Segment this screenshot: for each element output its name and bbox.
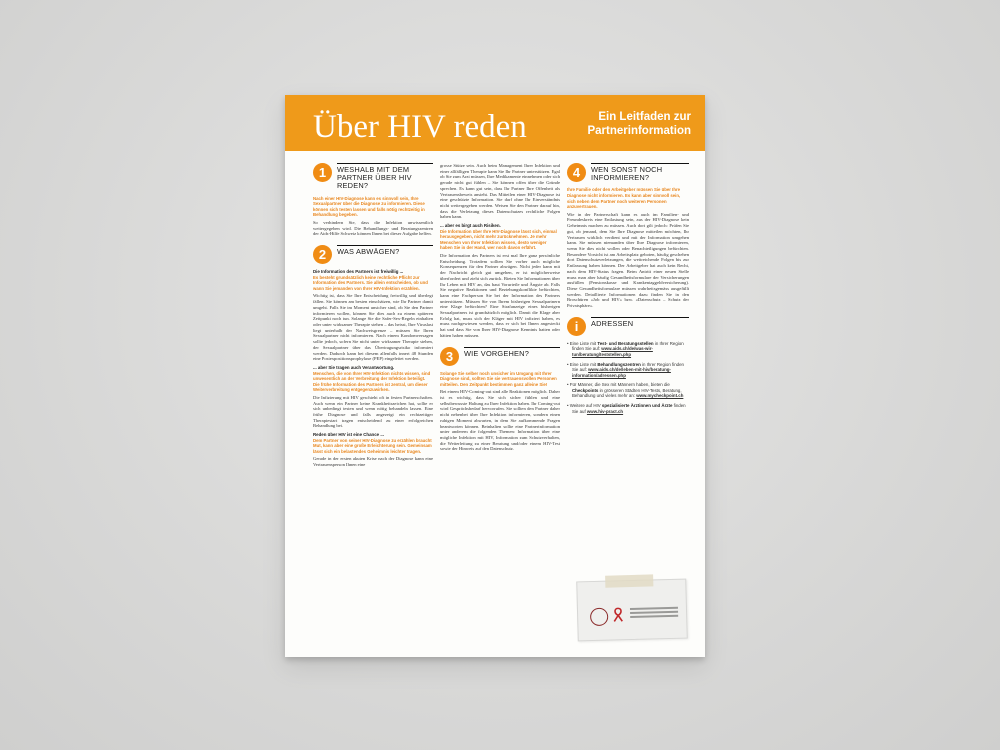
- logo-text-lines: [630, 607, 678, 620]
- body-text: Bei einem HIV-Coming-out sind alle Reaktionen möglich. Daher ist es wichtig, dass Sie sich sicher fühlen und eine selbstbewusste Haltung zu Ihrer Infektion haben. Ihr Coming-out wird Gesprächsbedarf hervorrufen. Sie sollten den Partner daher nicht nebenbei über Ihre Infektion informieren, sondern einen ruhigen Moment abwarten, in dem Sie aufkommende Fragen beantworten können. Beinhalten sollte eine Partnerinformation unter anderem die folgenden Themen: Information über eine mögliche Infektion mit HIV, Information zum Schutzverhalten, die Weiterleitung zu einer Beratung und/oder einem HIV-Test sowie der Hinweis auf den Datenschutz.: [440, 389, 560, 452]
- address-link[interactable]: www.aids.ch/de/was-wir-tun/beratung/teststellen.php: [572, 346, 653, 357]
- addresses-heading: ADRESSEN: [591, 317, 689, 328]
- orange-lead: Die Information über Ihre HIV-Diagnose lässt sich, einmal herausgegeben, nicht mehr zurücknehmen. Je mehr Menschen von Ihrer Infektion wissen, desto weniger haben Sie in der Hand, wer noch davon erfährt.: [440, 228, 557, 251]
- body-text: Wie in der Partnerschaft kann es auch im Familien- und Freundeskreis eine Entlastung sein, aus der HIV-Diagnose kein Geheimnis machen zu müssen. Auch dort gilt jedoch: Prüfen Sie gut, ob jemand, dem Sie Ihre Diagnose mitteilen möchten, Ihr Vertrauen wirklich verdient und mit der Information umgehen kann. Sie müssen niemanden über Ihre Diagnose informieren, wenn Sie dies nicht wollen oder Benachteiligungen befürchten. Besondere Vorsicht ist am Arbeitsplatz geboten, häufig geschehen dort Datenschutzverletzungen, die weitreichende Folgen bis zur Entlassung haben können. Der Arbeitgeber hat auch kein Recht, nach dem HIV-Status fragen. Beim Antritt einer neuen Stelle muss man aber häufig Gesundheitsformulare der Versicherungen ausfüllen (Pensionskasse und Krankentaggeldversicherung). Diese Gesundheitsformulare müssen wahrheitsgemäss ausgefüllt werden. Detaillierte Informationen dazu finden Sie in den Broschüren «Job und HIV» bzw. «Datenschutz – Schutz der Privatsphäre».: [567, 211, 689, 309]
- column-2: [440, 163, 560, 455]
- section-number-1: 1: [313, 163, 332, 182]
- section-3-heading: WIE VORGEHEN?: [464, 347, 560, 358]
- subheading: Die Information des Partners ist freiwillig ...: [313, 269, 404, 275]
- tape-strip: [605, 574, 653, 587]
- section-1-header: [313, 163, 433, 191]
- subheading: Reden über HIV ist eine Chance ...: [313, 432, 385, 438]
- seal-icon: [590, 608, 608, 626]
- section-3-header: [440, 347, 560, 366]
- taped-note: [576, 579, 688, 642]
- address-link[interactable]: www.hiv-pract.ch: [586, 408, 624, 414]
- section-1-lead: Nach einer HIV-Diagnose kann es sinnvoll sein, Ihre Sexualpartner über die Diagnose zu informieren. Diese können sich testen lassen und falls nötig rechtzeitig in Behandlung begeben.: [313, 195, 425, 218]
- orange-lead: Dem Partner von seiner HIV-Diagnose zu erzählen braucht Mut, kann aber eine große Erleichterung sein. Gemeinsam lässt sich ein belastendes Geheimnis leichter tragen.: [313, 437, 432, 454]
- body-text: Wichtig ist, dass Sie Ihre Entscheidung freiwillig und überlegt fällen. Sie können am besten einschätzen, wie Ihr Partner damit umgeht. Falls Sie im Moment unsicher sind, ob Sie den Partner informieren wollen, können Sie dies auch zu einem späteren Zeitpunkt noch tun. Solange Sie die Safer-Sex-Regeln einhalten oder unter wirksamer Therapie stehen – das heisst, Ihre Viruslast liegt unterhalb der Nachweisgrenze – müssen Sie Ihren Sexualpartner nicht informieren. Nach einem Kondomversagen sollte jedoch, sofern Sie nicht unter wirksamer Therapie stehen, der Sexualpartner über das Übertragungsrisiko informiert werden. Dadurch kann bei diesem allenfalls innert 48 Stunden eine Postexpositionsprophylaxe (PEP) eingeleitet werden.: [313, 293, 433, 362]
- address-item: • Weitere auf HIV spezialisierte Ärztinnen und Ärzte finden Sie auf www.hiv-pract.ch: [567, 403, 686, 414]
- body-text: Gerade in der ersten akuten Krise nach der Diagnose kann eine Vertrauensperson Ihnen eine: [313, 456, 433, 468]
- info-icon: i: [567, 317, 586, 336]
- address-item: • Eine Liste mit Behandlungszentren in Ihrer Region finden Sie auf: www.aids.ch/de/leben-mit-hiv/beratung-information/adressen.php: [567, 361, 684, 378]
- section-number-4: 4: [567, 163, 586, 182]
- orange-lead: Ihre Familie oder den Arbeitgeber müssen Sie über Ihre Diagnose nicht informieren. Es kann aber sinnvoll sein, sich neben dem Partner noch weiteren Personen anzuvertrauen.: [567, 187, 681, 210]
- leaflet-title: Über HIV reden: [313, 109, 527, 145]
- section-4-header: [567, 163, 689, 182]
- column-3: [567, 163, 689, 418]
- subheading: ... aber es birgt auch Risiken.: [440, 223, 501, 229]
- orange-lead: Es besteht grundsätzlich keine rechtliche Pflicht zur Information des Partners. Sie allein entscheiden, ob und wann Sie jemanden von Ihrer HIV-Infektion erzählen.: [313, 274, 428, 291]
- section-4-heading: WEN SONST NOCH INFORMIEREN?: [591, 163, 689, 182]
- address-item: • Eine Liste mit Test- und Beratungsstellen in Ihrer Region finden Sie auf: www.aids.ch/de/was-wir-tun/beratung/teststellen.php: [567, 340, 684, 357]
- body-text: grosse Stütze sein. Auch beim Management Ihrer Infektion und einer allfälligen Therapie kann Sie Ihr Partner unterstützen. Egal ob Sie zum Arzt müssen, Ihre Medikamente einnehmen oder sich gerade nicht gut fühlen – Sie können offen über die Gründe sprechen. Es kann gut sein, dass Ihr Partner Ihre Offenheit als Vertrauensbeweis ansieht. Das Mitteilen einer HIV-Diagnose ist eine geschützte Information. Sie darf ohne Ihr Einverständnis nicht weitergegeben werden. Weisen Sie den Partner darauf hin, dass die Verletzung dieses Datenschutzes rechtliche Folgen haben kann.: [440, 163, 560, 220]
- section-1-heading: WESHALB MIT DEM PARTNER ÜBER HIV REDEN?: [337, 163, 433, 191]
- address-link[interactable]: www.aids.ch/de/leben-mit-hiv/beratung-information/adressen.php: [572, 367, 671, 378]
- leaflet-page: [285, 95, 705, 657]
- body-text: Die Information des Partners ist erst mal Ihre ganz persönliche Entscheidung. Trotzdem sollten Sie vorher auch mögliche Konsequenzen für den Partner abwägen. Nicht jeder kann mit der Nachricht gleich gut umgehen, er ist möglicherweise überfordert und zieht sich zurück. Bieten Sie Informationen über Ihr Leben mit HIV an, das baut Vorurteile und Ängste ab. Falls Sie negative Reaktionen und Beziehungskonflikte befürchten, kann eine Fachperson Sie bei der Information des Partners unterstützen. Müssen Sie von Ihrem bisherigen Sexualpartnern eine Klage befürchten? Eine Strafanzeige eines bisherigen Sexualpartners ist grundsätzlich möglich. Damit die Klage aber Erfolg hat, muss sich der Kläger mit HIV infiziert haben, es muss nachgewiesen werden, dass er sich bei Ihnen angesteckt hat und dass Sie von Ihrer HIV-Diagnose Kenntnis hatten oder hätten haben müssen.: [440, 253, 560, 338]
- addresses-header: [567, 317, 689, 336]
- red-ribbon-icon: [612, 606, 624, 622]
- title-banner: [285, 95, 705, 151]
- address-link[interactable]: www.mycheckpoint.ch: [636, 393, 684, 399]
- address-item: • Für Männer, die Sex mit Männern haben, bieten die Checkpoints in grösseren Städten HIV-Tests, Beratung, Behandlung und vieles mehr an: www.mycheckpoint.ch: [567, 382, 684, 399]
- section-1-text: So verhindern Sie, dass die Infektion unwissentlich weitergegeben wird. Die Behandlungs- und Beratungszentren der Aids-Hilfe Schweiz können Ihnen bei dieser Aufgabe helfen.: [313, 219, 433, 237]
- section-number-2: 2: [313, 245, 332, 264]
- section-number-3: 3: [440, 347, 459, 366]
- orange-lead: Solange Sie selber noch unsicher im Umgang mit Ihrer Diagnose sind, sollten Sie sie vertrauensvollen Personen mitteilen. Den Zeitpunkt bestimmen ganz alleine Sie!: [440, 370, 557, 387]
- leaflet-subtitle: Ein Leitfaden zur Partnerinformation: [587, 111, 691, 137]
- subheading: ... aber Sie tragen auch Verantwortung.: [313, 364, 395, 370]
- orange-lead: Menschen, die von Ihrer HIV-Infektion nichts wissen, sind unwesentlich an der Verbreitung der Infektion beteiligt. Die frühe Information des Partners ist zentral, um dieser Weiterverbreitung entgegenzuwirken.: [313, 370, 431, 393]
- column-1: [313, 163, 433, 471]
- section-2-header: [313, 245, 433, 264]
- section-2-heading: WAS ABWÄGEN?: [337, 245, 433, 256]
- body-text: Die Infizierung mit HIV geschieht oft in festen Partnerschaften. Auch wenn ein Partner keine Krankheitszeichen hat, sollte er sich unbedingt testen und wenn nötig behandeln lassen. Eine frühe Diagnose und falls angezeigt ein rechtzeitiger Therapiestart tragen entscheidend zu einer erfolgreichen Behandlung bei.: [313, 394, 433, 429]
